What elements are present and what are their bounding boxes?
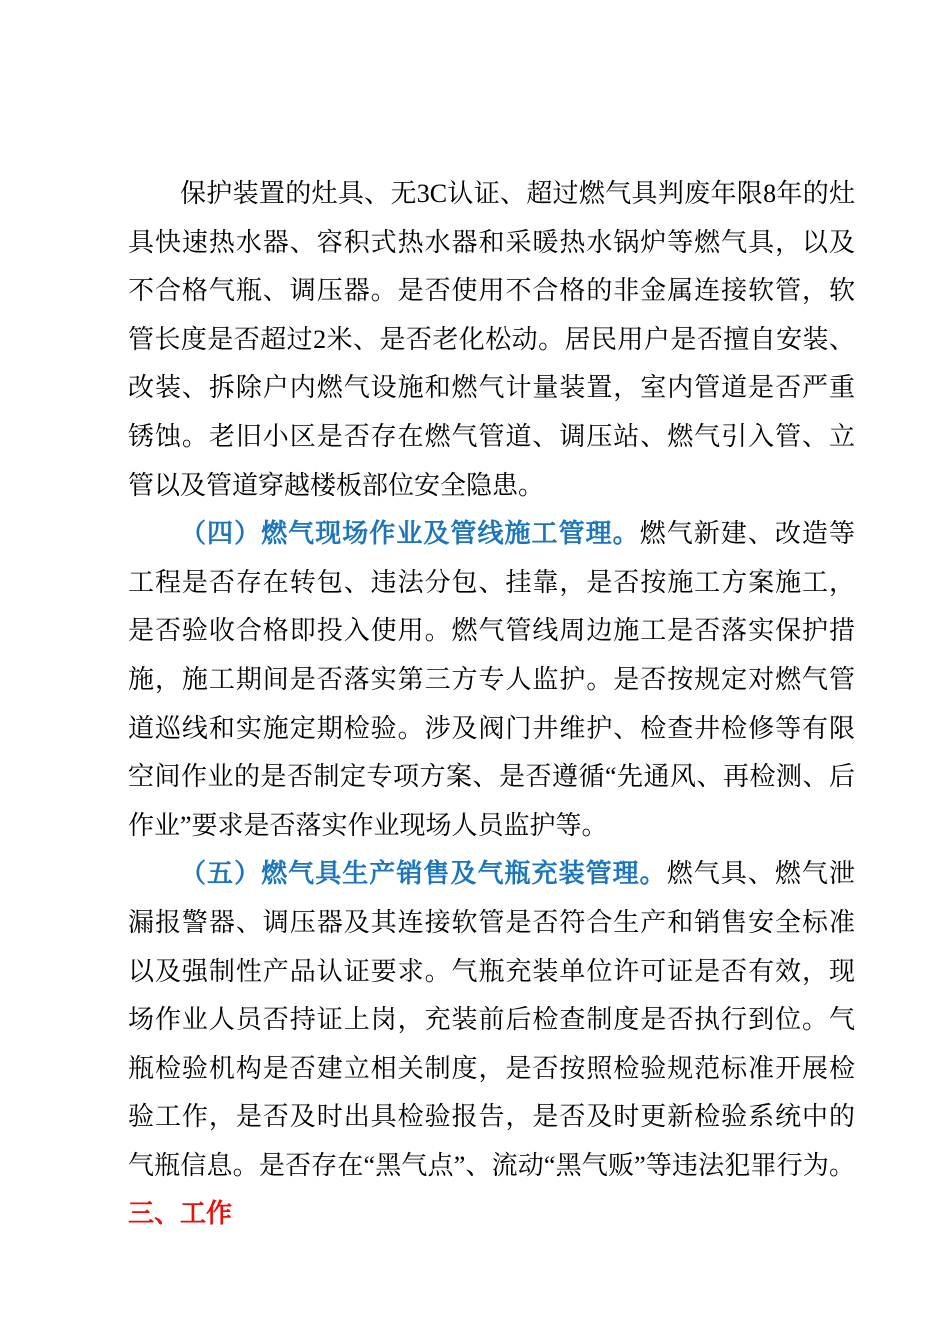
section-3-red-heading: 三、工作 — [128, 1199, 233, 1229]
document-body — [128, 170, 855, 1239]
paragraph-section-4 — [128, 510, 855, 850]
body-text: 燃气新建、改造等工程是否存在转包、违法分包、挂靠，是否按施工方案施工，是否验收合格即投入使用。燃气管线周边施工是否落实保护措施，施工期间是否落实第三方专人监护。是否按规定对燃气管道巡线和实施定期检验。涉及阀门井维护、检查井检修等有限空间作业的是否制定专项方案、是否遵循“先通风、再检测、后作业”要求是否落实作业现场人员监护等。 — [128, 519, 855, 840]
body-text: 保护装置的灶具、无3C认证、超过燃气具判废年限8年的灶具快速热水器、容积式热水器和采暖热水锅炉等燃气具，以及不合格气瓶、调压器。是否使用不合格的非金属连接软管，软管长度是否超过2米、是否老化松动。居民用户是否擅自安装、改装、拆除户内燃气设施和燃气计量装置，室内管道是否严重锈蚀。老旧小区是否存在燃气管道、调压站、燃气引入管、立管以及管道穿越楼板部位安全隐患。 — [128, 179, 855, 500]
section-4-heading: （四）燃气现场作业及管线施工管理。 — [180, 519, 640, 549]
paragraph-section-5 — [128, 850, 855, 1239]
paragraph-continuation — [128, 170, 855, 510]
body-text: 燃气具、燃气泄漏报警器、调压器及其连接软管是否符合生产和销售安全标准以及强制性产品认证要求。气瓶充装单位许可证是否有效，现场作业人员否持证上岗，充装前后检查制度是否执行到位。气瓶检验机构是否建立相关制度，是否按照检验规范标准开展检验工作，是否及时出具检验报告，是否及时更新检验系统中的气瓶信息。是否存在“黑气点”、流动“黑气贩”等违法犯罪行为。 — [128, 859, 855, 1180]
section-5-heading: （五）燃气具生产销售及气瓶充装管理。 — [180, 859, 667, 889]
